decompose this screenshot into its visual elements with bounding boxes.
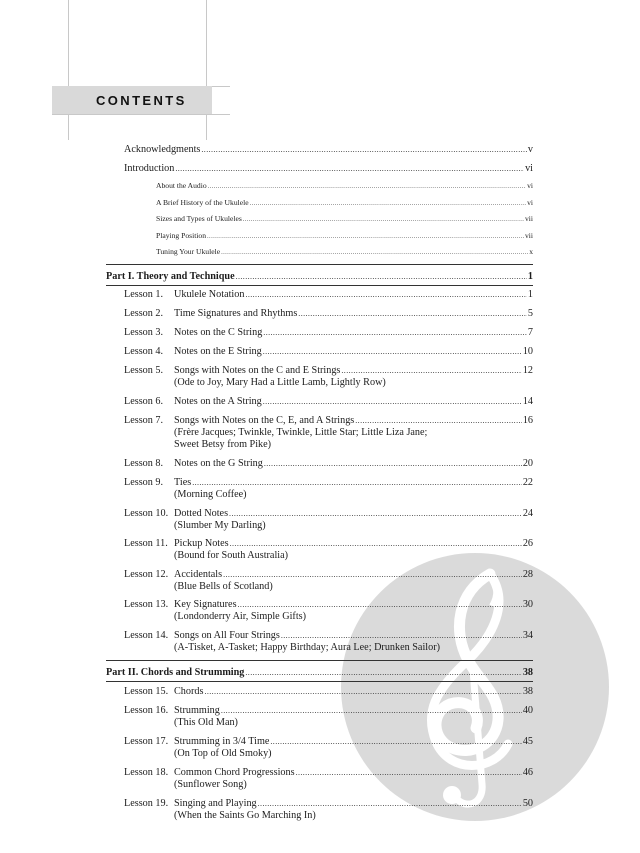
toc-lesson-19[interactable]: Singing and Playing ..... 50 [174, 797, 533, 810]
toc-lesson-16[interactable]: Strumming ..... 40 [174, 704, 533, 717]
lesson-number: Lesson 10. [124, 508, 169, 519]
part-rule [106, 660, 533, 661]
lesson-songs: (A-Tisket, A-Tasket; Happy Birthday; Aura Lee; Drunken Sailor) [174, 642, 440, 653]
lesson-number: Lesson 2. [124, 308, 164, 319]
toc-lesson-11[interactable]: Pickup Notes ..... 26 [174, 537, 533, 550]
toc-lesson-18[interactable]: Common Chord Progressions ..... 46 [174, 766, 533, 779]
lesson-number: Lesson 12. [124, 569, 169, 580]
lesson-number: Lesson 11. [124, 538, 168, 549]
lesson-number: Lesson 4. [124, 346, 164, 357]
toc-entry-introduction[interactable]: Introduction ..... vi [124, 162, 533, 175]
lesson-number: Lesson 15. [124, 686, 169, 697]
lesson-songs: (Sunflower Song) [174, 779, 247, 790]
lesson-number: Lesson 7. [124, 415, 164, 426]
toc-lesson-14[interactable]: Songs on All Four Strings ..... 34 [174, 629, 533, 642]
lesson-number: Lesson 9. [124, 477, 164, 488]
toc-lesson-13[interactable]: Key Signatures ..... 30 [174, 598, 533, 611]
toc-entry-sizes-types[interactable]: Sizes and Types of Ukuleles ..... vii [156, 213, 533, 224]
lesson-number: Lesson 13. [124, 599, 169, 610]
toc-lesson-3[interactable]: Notes on the C String ..... 7 [174, 326, 533, 339]
part-rule [106, 285, 533, 286]
toc-entry-about-audio[interactable]: About the Audio ..... vi [156, 180, 533, 191]
toc-lesson-10[interactable]: Dotted Notes ..... 24 [174, 507, 533, 520]
toc-lesson-12[interactable]: Accidentals ..... 28 [174, 568, 533, 581]
lesson-number: Lesson 16. [124, 705, 169, 716]
toc-lesson-8[interactable]: Notes on the G String ..... 20 [174, 457, 533, 470]
toc-lesson-4[interactable]: Notes on the E String ..... 10 [174, 345, 533, 358]
lesson-number: Lesson 14. [124, 630, 169, 641]
lesson-songs: (When the Saints Go Marching In) [174, 810, 316, 821]
toc-lesson-5[interactable]: Songs with Notes on the C and E Strings ..... 12 [174, 364, 533, 377]
part-rule [106, 264, 533, 265]
lesson-number: Lesson 17. [124, 736, 169, 747]
lesson-number: Lesson 6. [124, 396, 164, 407]
toc-lesson-1[interactable]: Ukulele Notation ..... 1 [174, 288, 533, 301]
toc-lesson-15[interactable]: Chords ..... 38 [174, 685, 533, 698]
lesson-songs: (Londonderry Air, Simple Gifts) [174, 611, 307, 622]
toc-entry-playing-position[interactable]: Playing Position ..... vii [156, 230, 533, 241]
lesson-songs: (Bound for South Australia) [174, 550, 289, 561]
toc-lesson-2[interactable]: Time Signatures and Rhythms ..... 5 [174, 307, 533, 320]
lesson-songs: (Ode to Joy, Mary Had a Little Lamb, Lightly Row) [174, 377, 386, 388]
lesson-number: Lesson 8. [124, 458, 164, 469]
lesson-songs: (Slumber My Darling) [174, 520, 266, 531]
toc-part-2[interactable]: Part II. Chords and Strumming ..... 38 [106, 666, 533, 679]
lesson-songs: (On Top of Old Smoky) [174, 748, 272, 759]
toc-lesson-7[interactable]: Songs with Notes on the C, E, and A Strings ..... 16 [174, 414, 533, 427]
toc-entry-tuning[interactable]: Tuning Your Ukulele ..... x [156, 246, 533, 257]
toc-entry-history[interactable]: A Brief History of the Ukulele ..... vi [156, 197, 533, 208]
toc-part-1[interactable]: Part I. Theory and Technique ..... 1 [106, 270, 533, 283]
lesson-songs: (Blue Bells of Scotland) [174, 581, 273, 592]
lesson-songs: Sweet Betsy from Pike) [174, 439, 272, 450]
lesson-number: Lesson 18. [124, 767, 169, 778]
lesson-songs: (Frère Jacques; Twinkle, Twinkle, Little Star; Little Liza Jane; [174, 427, 428, 438]
lesson-number: Lesson 3. [124, 327, 164, 338]
part-rule [106, 681, 533, 682]
lesson-number: Lesson 5. [124, 365, 164, 376]
toc-lesson-17[interactable]: Strumming in 3/4 Time ..... 45 [174, 735, 533, 748]
lesson-songs: (This Old Man) [174, 717, 238, 728]
lesson-number: Lesson 1. [124, 289, 164, 300]
toc-lesson-9[interactable]: Ties ..... 22 [174, 476, 533, 489]
toc-entry-acknowledgments[interactable]: Acknowledgments ..... v [124, 143, 533, 156]
contents-heading: CONTENTS [96, 93, 187, 108]
lesson-number: Lesson 19. [124, 798, 169, 809]
toc-lesson-6[interactable]: Notes on the A String ..... 14 [174, 395, 533, 408]
lesson-songs: (Morning Coffee) [174, 489, 247, 500]
